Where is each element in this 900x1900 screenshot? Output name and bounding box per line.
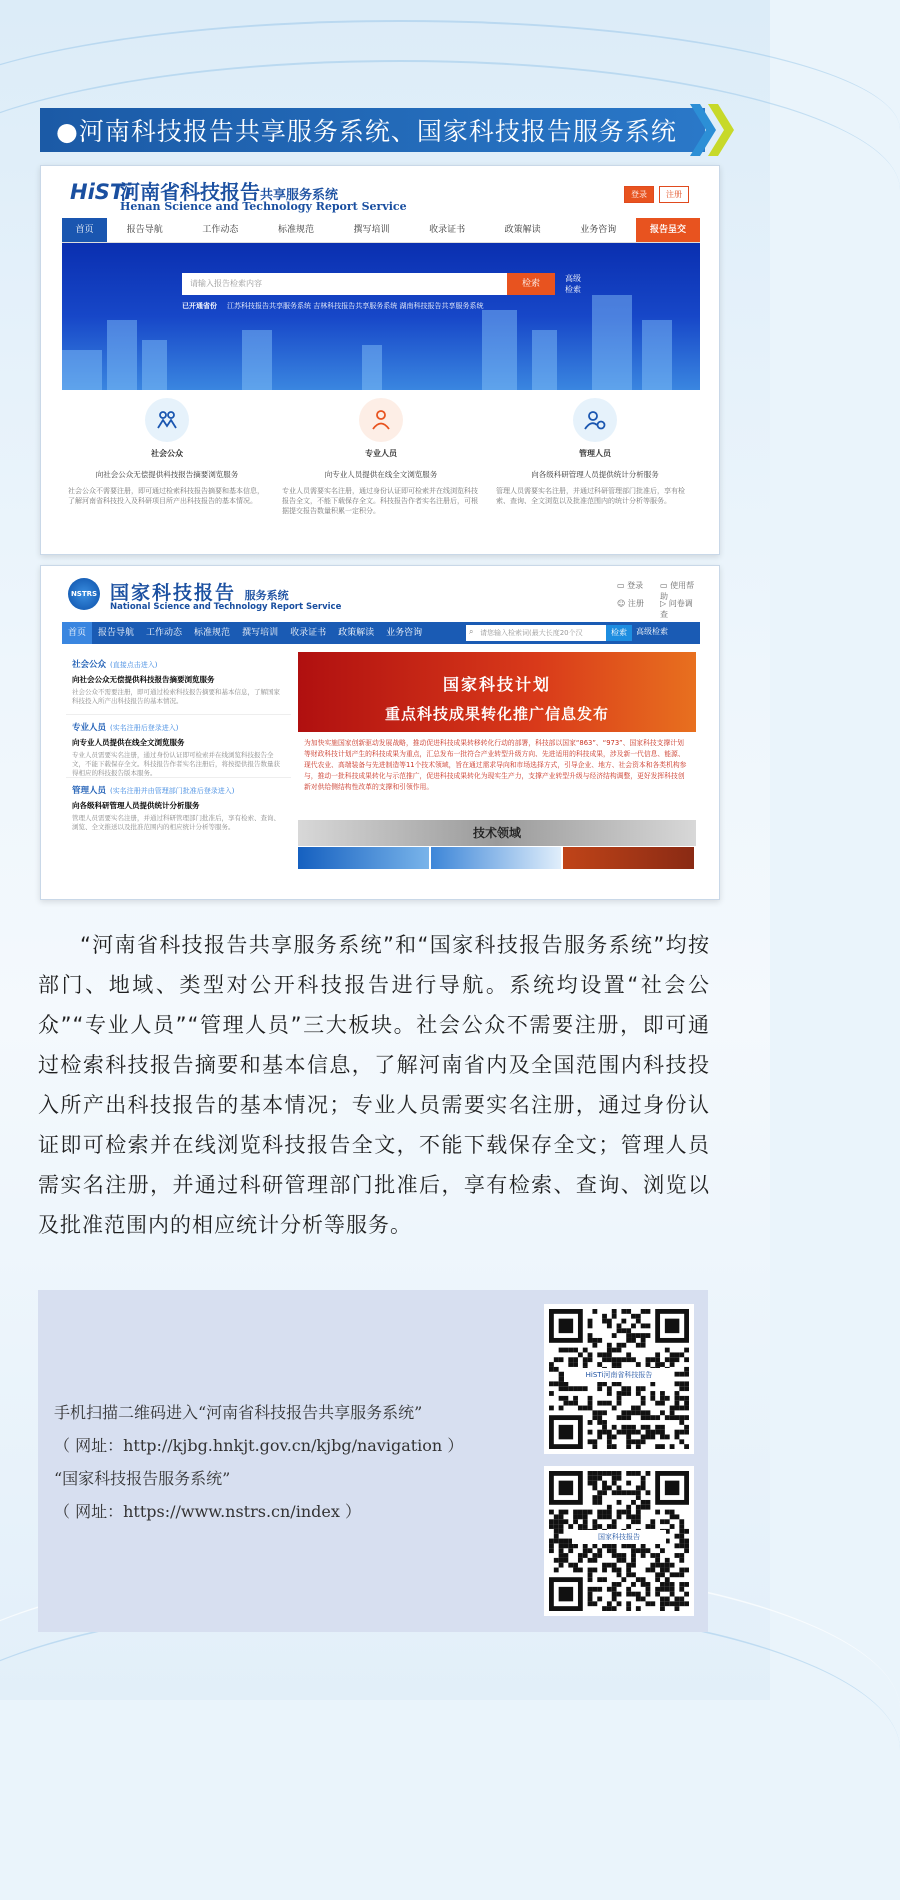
- login-label: 登录: [627, 581, 644, 590]
- henan-banner: [62, 243, 700, 390]
- survey-label: 问卷调查: [660, 599, 693, 619]
- skyline-building: [482, 310, 517, 390]
- henan-column-public: [62, 398, 272, 516]
- monitor-icon: ▭: [617, 581, 628, 590]
- column-subtitle: 向专业人员提供在线全文浏览服务: [324, 470, 438, 479]
- tech-field-banner[interactable]: 技术领域: [298, 820, 696, 846]
- manager-icon: [573, 398, 617, 442]
- nstrs-header: [62, 570, 700, 618]
- nav-item[interactable]: 收录证书: [290, 628, 327, 638]
- section-note: (实名注册后登录进入): [110, 724, 179, 732]
- henan-column-manager: [490, 398, 700, 516]
- nav-item[interactable]: 标准规范: [277, 225, 314, 235]
- qr-text-line: “国家科技报告服务系统”: [54, 1469, 231, 1488]
- section-desc: 专业人员需要实名注册，通过身份认证即可检索并在线浏览科技报告全文，不能下载保存全文。科技报告作者实名注册后，将按提供报告数量获得相应的科技报告版本服务。: [72, 751, 280, 777]
- search-button[interactable]: 检索: [606, 625, 632, 641]
- nav-item[interactable]: 收录证书: [429, 225, 466, 235]
- user-icon: ☺: [617, 599, 628, 608]
- skyline-building: [142, 340, 167, 390]
- report-submit-button[interactable]: 报告呈交: [636, 218, 700, 242]
- nstrs-logo-cn: 国家科技报告: [110, 582, 237, 604]
- column-desc: 管理人员需要实名注册，并通过科研管理部门批准后，享有检索、查询、全文浏览以及批准范围内的统计分析等服务。: [496, 487, 685, 505]
- nav-item[interactable]: 首页: [62, 218, 107, 242]
- skyline-building: [532, 330, 557, 390]
- qr-text-line: （ 网址：https://www.nstrs.cn/index ）: [54, 1502, 361, 1521]
- section-title-bar: [40, 108, 705, 152]
- search-button[interactable]: 检索: [507, 273, 555, 295]
- thumbnail[interactable]: [563, 847, 694, 869]
- section-title: 管理人员: [72, 786, 107, 796]
- nstrs-logo-suffix: 服务系统: [244, 589, 289, 602]
- nav-item[interactable]: 业务咨询: [386, 628, 423, 638]
- chat-icon: ▭: [660, 581, 671, 590]
- person-icon: [359, 398, 403, 442]
- banner-subheading: 重点科技成果转化推广信息发布: [384, 705, 609, 723]
- promo-banner[interactable]: [298, 652, 696, 732]
- advanced-search-line1: 高级: [565, 274, 581, 283]
- nav-item[interactable]: 工作动态: [146, 628, 183, 638]
- section-note: (实名注册并由管理部门批准后登录进入): [110, 787, 235, 795]
- nav-item[interactable]: 标准规范: [194, 628, 231, 638]
- section-title: 专业人员: [72, 723, 107, 733]
- column-title[interactable]: 专业人员: [365, 449, 397, 458]
- help-label: 使用帮助: [660, 581, 695, 601]
- nav-item[interactable]: 撰写培训: [353, 225, 390, 235]
- nstrs-logo-icon: NSTRS: [68, 578, 100, 610]
- section-subtitle: 向专业人员提供在线全文浏览服务: [72, 738, 185, 747]
- linked-provinces: [182, 301, 483, 311]
- nstrs-user-sections: [66, 652, 291, 870]
- nav-item[interactable]: 政策解读: [504, 225, 541, 235]
- register-button[interactable]: 注册: [659, 186, 689, 203]
- qr-text-line: （ 网址：http://kjbg.hnkjt.gov.cn/kjbg/navigation ）: [54, 1436, 464, 1455]
- skyline-building: [107, 320, 137, 390]
- thumbnail[interactable]: [298, 847, 429, 869]
- section-note: (直接点击进入): [110, 661, 158, 669]
- thumbnail[interactable]: [431, 847, 562, 869]
- skyline-building: [62, 350, 102, 390]
- nstrs-logo-en: National Science and Technology Report Service: [110, 602, 342, 612]
- banner-text: 为加快实施国家创新驱动发展战略，推动促进科技成果转移转化行动的部署，科技部以国家“863”、“973”、国家科技支撑计划等财政科技计划产生的科技成果为重点，汇总发布一批符合产业转型升级方向、先进适用的科技成果，涉及新一代信息、能源、现代农业、高端装备与先进制造等11个技术领域，旨在通过需求导向和市场选择方式，引导企业、地方、社会资本和各类机构参与，推动一批科技成果转化与示范推广，促进科技成果转化为现实生产力，支撑产业转型升级与经济结构调整，更好发挥科技创新对供给侧结构性改革的支撑和引领作用。: [304, 739, 687, 791]
- description-paragraph: [38, 925, 710, 1245]
- search-icon: ⌕: [469, 627, 474, 636]
- search-input[interactable]: 请您输入检索词(最大长度20个汉: [466, 625, 606, 641]
- banner-heading: 国家科技计划: [442, 675, 551, 694]
- section-title: 社会公众: [72, 660, 107, 670]
- advanced-search-link[interactable]: 高级检索: [636, 627, 668, 636]
- qr-text-line: 手机扫描二维码进入“河南省科技报告共享服务系统”: [54, 1403, 423, 1422]
- linked-sites[interactable]: 江苏科技报告共享服务系统 吉林科技报告共享服务系统 湖南科技报告共享服务系统: [227, 302, 484, 310]
- skyline-building: [592, 295, 632, 390]
- column-desc: 社会公众不需要注册，即可通过检索科技报告摘要和基本信息，了解河南省科技投入及科研项目所产出科技报告的基本情况。: [68, 487, 264, 505]
- survey-icon: ▷: [660, 599, 669, 608]
- nav-item[interactable]: 首页: [62, 622, 92, 644]
- register-link[interactable]: [617, 598, 644, 609]
- henan-nav: [62, 218, 700, 243]
- nav-item[interactable]: 工作动态: [202, 225, 239, 235]
- nav-item[interactable]: 政策解读: [338, 628, 375, 638]
- register-label: 注册: [627, 599, 644, 608]
- tech-field-thumbnails: [298, 847, 696, 869]
- column-title[interactable]: 管理人员: [579, 449, 611, 458]
- survey-link[interactable]: [660, 598, 700, 620]
- qr-code-box: [38, 1290, 708, 1632]
- section-professional[interactable]: [66, 715, 291, 778]
- search-input[interactable]: 请输入报告检索内容: [182, 273, 507, 295]
- henan-logo-suffix: 共享服务系统: [260, 188, 339, 203]
- qr-code-henan[interactable]: [544, 1304, 694, 1454]
- nav-item[interactable]: 业务咨询: [580, 225, 617, 235]
- section-subtitle: 向各级科研管理人员提供统计分析服务: [72, 801, 200, 810]
- section-manager[interactable]: [66, 778, 291, 840]
- nav-item[interactable]: 撰写培训: [242, 628, 279, 638]
- section-public[interactable]: [66, 652, 291, 715]
- henan-header: [62, 170, 700, 218]
- henan-logo-cn: 河南省科技报告: [120, 180, 260, 204]
- henan-logo-en: Henan Science and Technology Report Service: [120, 200, 407, 213]
- column-subtitle: 向社会公众无偿提供科技报告摘要浏览服务: [95, 470, 239, 479]
- chevron-right-icon: [708, 104, 734, 156]
- login-button[interactable]: 登录: [624, 186, 654, 203]
- paragraph-text: “河南省科技报告共享服务系统”和“国家科技报告服务系统”均按部门、地域、类型对公开科技报告进行导航。系统均设置“社会公众”“专业人员”“管理人员”三大板块。社会公众不需要注册，即可通过检索科技报告摘要和基本信息，了解河南省内及全国范围内科技投入所产出科技报告的基本情况；专业人员需要实名注册，通过身份认证即可检索并在线浏览科技报告全文，不能下载保存全文；管理人员需实名注册，并通过科研管理部门批准后，享有检索、查询、浏览以及批准范围内的相应统计分析等服务。: [38, 933, 710, 1237]
- section-desc: 社会公众不需要注册，即可通过检索科技报告摘要和基本信息，了解国家科技投入所产出科技报告的基本情况。: [72, 688, 280, 705]
- nstrs-logo: [110, 578, 289, 605]
- linked-label: 已开通省份: [182, 302, 217, 310]
- qr-caption: HiSTi河南省科技报告: [564, 1368, 674, 1382]
- henan-column-professional: [276, 398, 486, 516]
- section-desc: 管理人员需要实名注册，并通过科研管理部门批准后，享有检索、查询、浏览、全文推送以及批准范围内的相应统计分析等服务。: [72, 814, 280, 831]
- qr-caption: 国家科技报告: [572, 1530, 666, 1544]
- qr-code-nstrs[interactable]: [544, 1466, 694, 1616]
- column-desc: 专业人员需要实名注册，通过身份认证即可检索并在线浏览科技报告全文，不能下载保存全文。科技报告作者实名注册后，可根据提交报告数量积累一定积分。: [282, 487, 478, 515]
- nav-item[interactable]: 报告导航: [98, 628, 135, 638]
- users-icon: [145, 398, 189, 442]
- henan-site-screenshot: [40, 165, 720, 555]
- advanced-search-link[interactable]: [565, 273, 581, 295]
- section-subtitle: 向社会公众无偿提供科技报告摘要浏览服务: [72, 675, 215, 684]
- column-subtitle: 向各级科研管理人员提供统计分析服务: [531, 470, 659, 479]
- login-link[interactable]: [617, 580, 643, 591]
- column-title[interactable]: 社会公众: [151, 449, 183, 458]
- henan-logo-mark: HiSTi: [70, 180, 132, 204]
- skyline-building: [362, 345, 382, 390]
- advanced-search-line2: 检索: [565, 285, 581, 294]
- section-title: ●河南科技报告共享服务系统、国家科技报告服务系统: [56, 117, 677, 146]
- skyline-building: [242, 330, 272, 390]
- nstrs-feature-panel: [298, 652, 696, 872]
- nav-item[interactable]: 报告导航: [126, 225, 163, 235]
- skyline-building: [642, 320, 672, 390]
- nstrs-site-screenshot: [40, 565, 720, 900]
